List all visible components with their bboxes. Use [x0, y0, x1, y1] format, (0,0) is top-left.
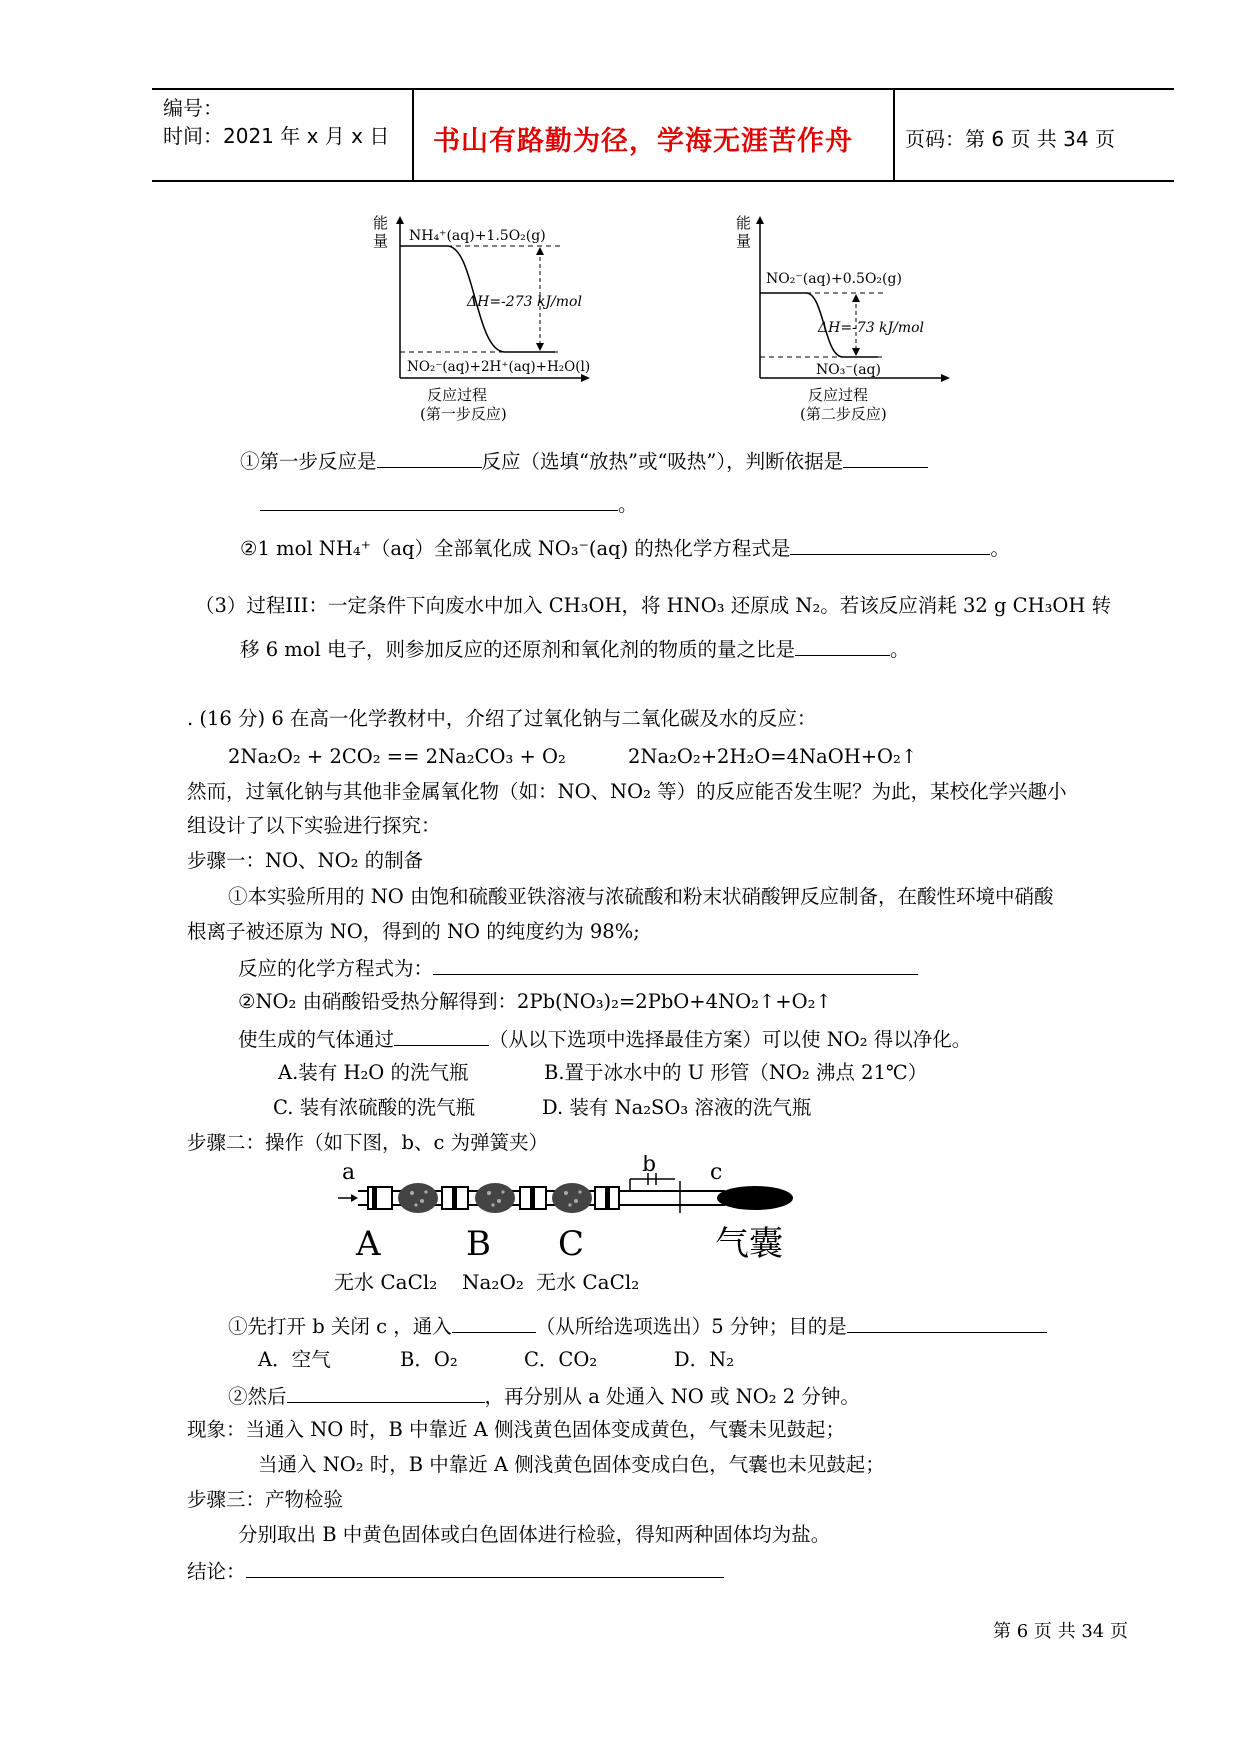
diagram2-xlabel: 反应过程: [808, 386, 869, 404]
diagram1-ylabel-bottom: 量: [373, 232, 389, 250]
q6-s1-l3: 反应的化学方程式为：: [238, 954, 918, 982]
diagram2-caption: (第二步反应): [800, 405, 887, 423]
label-C-content: 无水 CaCl₂: [536, 1270, 640, 1294]
label-B: B: [466, 1224, 491, 1264]
label-A: A: [356, 1224, 381, 1264]
diagram2-ylabel-bottom: 量: [736, 232, 752, 250]
apparatus-diagram: [330, 1155, 810, 1297]
diagram1-y-arrow: [396, 216, 404, 224]
answer-blank-heat-type[interactable]: [377, 447, 482, 468]
answer-blank-no-equation[interactable]: [433, 954, 918, 975]
q3-line2: 移 6 mol 电子，则参加反应的还原剂和氧化剂的物质的量之比是 。: [240, 635, 910, 663]
q6-opt-a: A.装有 H₂O 的洗气瓶: [278, 1061, 469, 1084]
label-C: C: [558, 1224, 585, 1264]
q6-s3-l1: 分别取出 B 中黄色固体或白色固体进行检验，得知两种固体均为盐。: [238, 1523, 831, 1546]
label-gas-bag: 气囊: [715, 1224, 783, 1264]
diagram1-caption: (第一步反应): [420, 405, 507, 423]
q6-s2-opt-c: C．CO₂: [524, 1348, 598, 1371]
diagram1-x-arrow: [581, 374, 590, 382]
diagram2-top-species: NO₂⁻(aq)+0.5O₂(g): [766, 271, 902, 287]
q6-s1-l5: 使生成的气体通过 （从以下选项中选择最佳方案）可以使 NO₂ 得以净化。: [238, 1025, 971, 1053]
label-c: c: [710, 1160, 723, 1185]
q6-phenomenon-1: 现象：当通入 NO 时，B 中靠近 A 侧浅黄色固体变成黄色，气囊未见鼓起；: [187, 1418, 845, 1441]
answer-blank-basis[interactable]: [843, 447, 928, 468]
energy-diagram-step1: [365, 210, 605, 425]
diagram1-delta-h: ΔH=-273 kJ/mol: [467, 294, 582, 310]
header-divider-left: [412, 88, 414, 181]
diagram1-ylabel-top: 能: [373, 214, 389, 232]
label-b: b: [642, 1155, 657, 1177]
diagram2-x-arrow: [941, 374, 950, 382]
q6-intro: . (16 分) 6 在高一化学教材中，介绍了过氧化钠与二氧化碳及水的反应：: [187, 707, 817, 730]
page-footer: 第 6 页 共 34 页: [993, 1621, 1128, 1642]
answer-blank-basis-cont[interactable]: [260, 490, 618, 511]
q6-opt-d: D. 装有 Na₂SO₃ 溶液的洗气瓶: [542, 1096, 812, 1119]
q6-s1-l4: ②NO₂ 由硝酸铅受热分解得到：2Pb(NO₃)₂=2PbO+4NO₂↑+O₂↑: [238, 990, 832, 1013]
header-page-label: 页码：第 6 页 共 34 页: [905, 127, 1115, 151]
q6-opt-b: B.置于冰水中的 U 形管（NO₂ 沸点 21℃）: [544, 1061, 928, 1084]
answer-blank-ratio[interactable]: [795, 635, 890, 656]
diagram1-xlabel: 反应过程: [427, 386, 488, 404]
header-number-label: 编号：: [163, 96, 223, 120]
q6-eq1: 2Na₂O₂ + 2CO₂ == 2Na₂CO₃ + O₂: [228, 745, 566, 768]
diagram2-y-arrow: [756, 216, 764, 224]
q6-step3: 步骤三：产物检验: [187, 1488, 344, 1511]
diagram1-top-species: NH₄⁺(aq)+1.5O₂(g): [409, 228, 546, 244]
diagram2-bottom-species: NO₃⁻(aq): [816, 362, 881, 378]
tube-c-packing: [552, 1183, 592, 1213]
q6-s2-opt-d: D．N₂: [674, 1348, 735, 1371]
energy-diagram-step2: [728, 210, 968, 425]
diagram2-delta-h: ΔH=-73 kJ/mol: [818, 320, 925, 336]
header-motto: 书山有路勤为径，学海无涯苦作舟: [433, 126, 853, 157]
tube-b-packing: [475, 1183, 515, 1213]
tube-a-packing: [398, 1183, 438, 1213]
answer-blank-purify[interactable]: [394, 1025, 489, 1046]
header-bottom-rule: [152, 180, 1174, 182]
answer-blank-thermo-eq[interactable]: [790, 534, 990, 555]
label-a: a: [342, 1160, 356, 1185]
q6-para2: 组设计了以下实验进行探究：: [187, 814, 441, 837]
diagram1-bottom-species: NO₂⁻(aq)+2H⁺(aq)+H₂O(l): [407, 359, 591, 375]
diagram2-ylabel-top: 能: [736, 214, 752, 232]
gas-bag: [717, 1186, 793, 1210]
label-B-content: Na₂O₂: [462, 1270, 524, 1294]
q6-phenomenon-2: 当通入 NO₂ 时，B 中靠近 A 侧浅黄色固体变成白色，气囊也未见鼓起；: [258, 1453, 885, 1476]
q6-opt-c: C. 装有浓硫酸的洗气瓶: [273, 1096, 476, 1119]
q6-conclusion: 结论：: [187, 1557, 724, 1585]
q6-s2-l2: ②然后 ，再分别从 a 处通入 NO 或 NO₂ 2 分钟。: [228, 1382, 860, 1410]
q6-para1: 然而，过氧化钠与其他非金属氧化物（如：NO、NO₂ 等）的反应能否发生呢？为此，某校化学兴趣小: [187, 780, 1067, 803]
q1-part1-cont: 。: [260, 490, 638, 518]
q6-s1-l2: 根离子被还原为 NO，得到的 NO 的纯度约为 98%;: [187, 920, 640, 943]
answer-blank-then[interactable]: [287, 1382, 485, 1403]
q6-s2-opt-a: A．空气: [258, 1348, 331, 1371]
answer-blank-conclusion[interactable]: [246, 1557, 724, 1578]
q6-s2-l1: ①先打开 b 关闭 c ，通入 （从所给选项选出）5 分钟；目的是: [228, 1312, 1047, 1340]
q6-step2: 步骤二：操作（如下图，b、c 为弹簧夹）: [187, 1131, 549, 1154]
q1-part2: ②1 mol NH₄⁺（aq）全部氧化成 NO₃⁻(aq) 的热化学方程式是 。: [240, 534, 1010, 562]
answer-blank-purpose[interactable]: [847, 1312, 1047, 1333]
q6-step1: 步骤一：NO、NO₂ 的制备: [187, 849, 424, 872]
q3-line1: （3）过程III：一定条件下向废水中加入 CH₃OH，将 HNO₃ 还原成 N₂。若该反应消耗 32 g CH₃OH 转: [195, 594, 1112, 617]
answer-blank-gas[interactable]: [452, 1312, 536, 1333]
q6-eq2: 2Na₂O₂+2H₂O=4NaOH+O₂↑: [628, 745, 918, 768]
q1-part1: ①第一步反应是 反应（选填“放热”或“吸热”），判断依据是: [240, 447, 928, 475]
label-A-content: 无水 CaCl₂: [334, 1270, 438, 1294]
q6-s2-opt-b: B．O₂: [400, 1348, 458, 1371]
header-top-rule: [152, 88, 1174, 90]
header-divider-right: [893, 88, 895, 181]
header-time: 时间：2021 年 x 月 x 日: [163, 124, 390, 148]
q6-s1-l1: ①本实验所用的 NO 由饱和硫酸亚铁溶液与浓硫酸和粉末状硝酸钾反应制备，在酸性环境中硝酸: [228, 885, 1054, 908]
